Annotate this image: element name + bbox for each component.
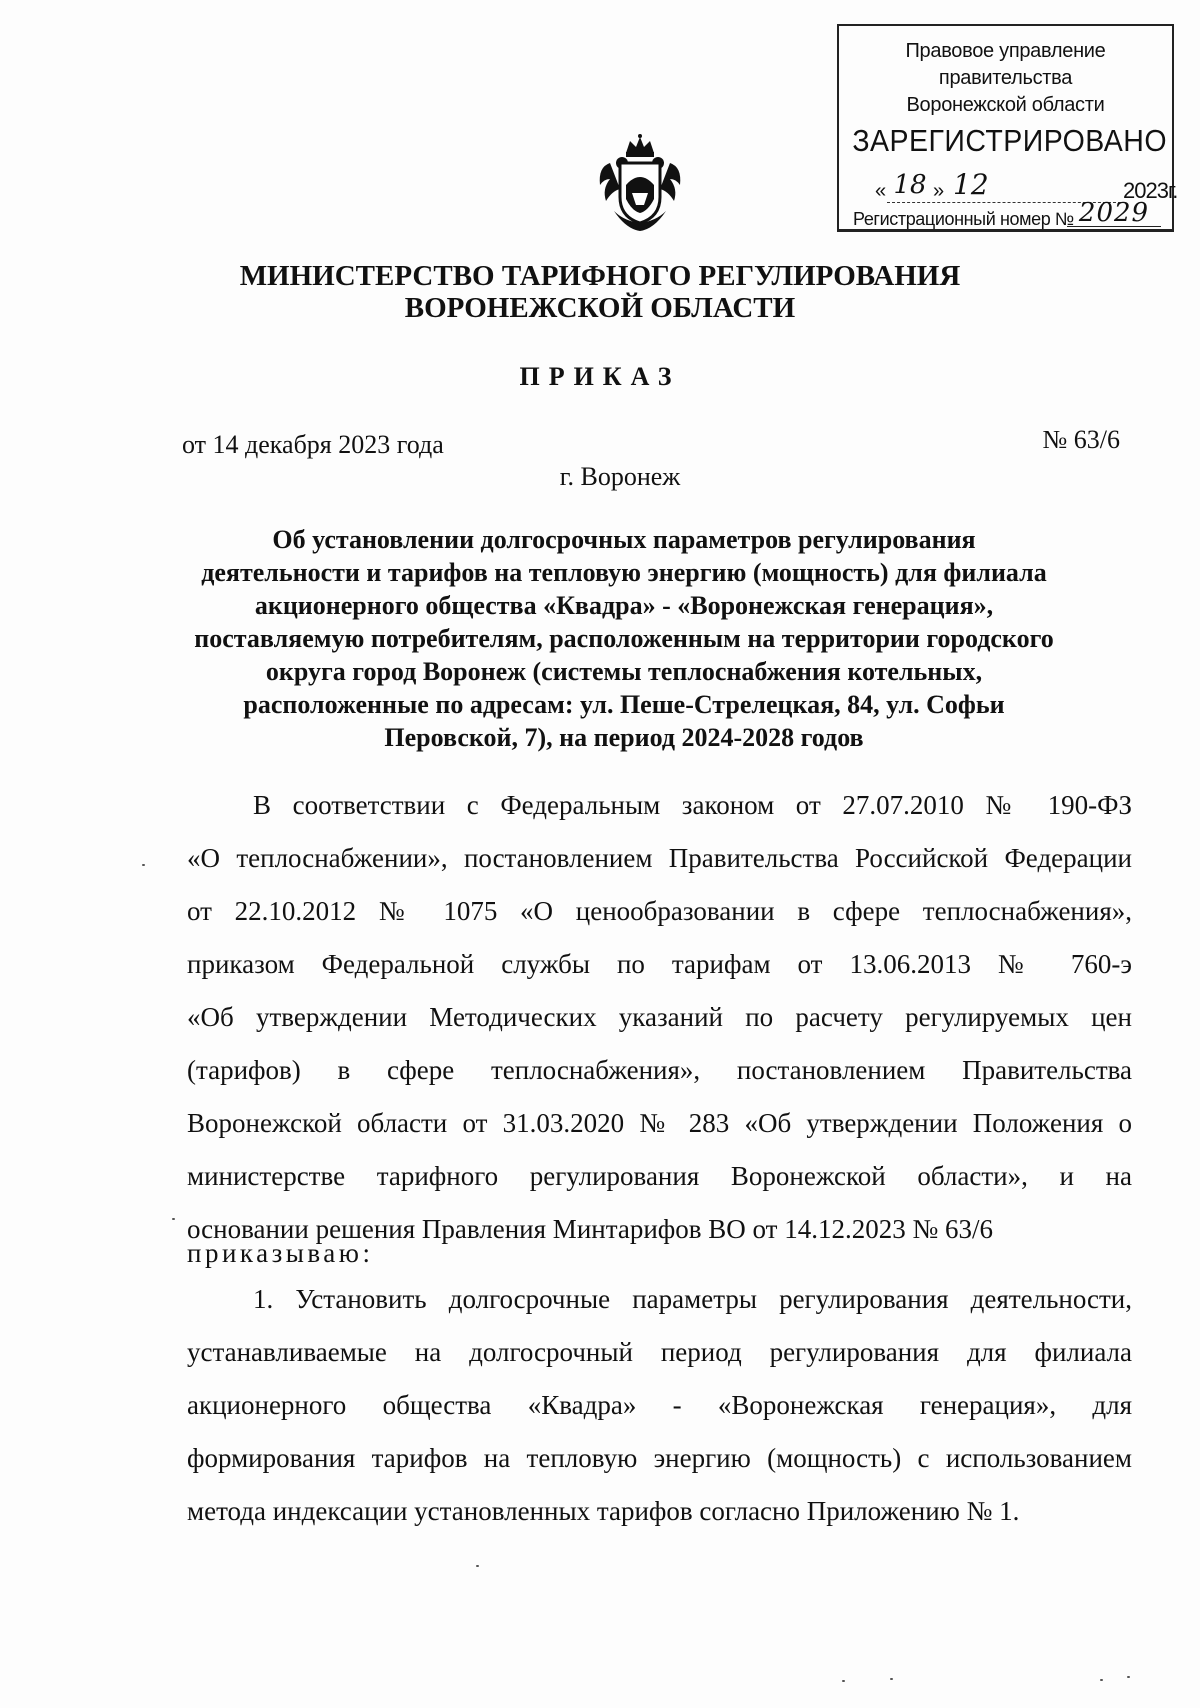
preamble-line: от 22.10.2012 № 1075 «О ценообразовании в сфере теплоснабжения», (187, 896, 1132, 926)
item-line: устанавливаемые на долгосрочный период регулирования для филиала (187, 1337, 1132, 1367)
preamble-line: «О теплоснабжении», постановлением Правительства Российской Федерации (187, 843, 1132, 873)
scan-speck (1127, 1676, 1130, 1678)
preamble-line: приказом Федеральной службы по тарифам от 13.06.2013 № 760-э (187, 949, 1132, 979)
scan-speck (890, 1678, 893, 1680)
stamp-date-day: 18 (893, 170, 927, 200)
coat-of-arms-icon (596, 133, 684, 233)
stamp-authority-line2: Воронежской области (906, 94, 1105, 116)
stamp-regno-label: Регистрационный номер № (853, 209, 1074, 229)
scan-speck (1100, 1679, 1103, 1681)
scan-speck (842, 1680, 845, 1682)
preamble-line: «Об утверждении Методических указаний по расчету регулируемых цен (187, 1002, 1132, 1032)
preamble-line: (тарифов) в сфере теплоснабжения», постановлением Правительства (187, 1055, 1132, 1085)
scan-speck (142, 864, 145, 866)
title-line: поставляемую потребителям, расположенным на территории городского (194, 624, 1054, 653)
document-type: ПРИКАЗ (519, 362, 681, 391)
item-line: формирования тарифов на тепловую энергию (мощность) с использованием (187, 1443, 1132, 1473)
title-line: расположенные по адресам: ул. Пеше-Стрелецкая, 84, ул. Софьи (243, 690, 1005, 719)
document-title (0, 523, 1200, 754)
item-line: метода индексации установленных тарифов согласно Приложению № 1. (187, 1496, 1020, 1526)
item-line: 1. Установить долгосрочные параметры регулирования деятельности, (253, 1284, 1132, 1314)
stamp-registered-label: ЗАРЕГИСТРИРОВАНО (852, 123, 1167, 158)
stamp-date-quote-close: » (933, 180, 945, 202)
item-line: акционерного общества «Квадра» - «Воронежская генерация», для (187, 1390, 1132, 1420)
stamp-authority-line1: Правовое управление правительства (905, 40, 1106, 89)
scan-speck (476, 1565, 479, 1567)
stamp-authority (839, 38, 1172, 119)
document-city: г. Воронеж (559, 462, 681, 491)
stamp-date-year: 2023г. (1123, 178, 1178, 203)
stamp-date-quote-open: « (875, 180, 887, 202)
stamp-date-month: 12 (953, 168, 989, 201)
document-date: от 14 декабря 2023 года (182, 430, 444, 459)
preamble-line: В соответствии с Федеральным законом от 27.07.2010 № 190-ФЗ (253, 790, 1132, 820)
title-line: деятельности и тарифов на тепловую энергию (мощность) для филиала (201, 558, 1047, 587)
preamble-line: основании решения Правления Минтарифов ВО от 14.12.2023 № 63/6 (187, 1214, 993, 1244)
ministry-name-line2: ВОРОНЕЖСКОЙ ОБЛАСТИ (404, 292, 796, 324)
order-word: приказываю: (187, 1238, 374, 1268)
preamble-line: министерстве тарифного регулирования Воронежской области», и на (187, 1161, 1132, 1191)
document-number: № 63/6 (1042, 425, 1120, 454)
ministry-name (0, 260, 1200, 324)
ministry-name-line1: МИНИСТЕРСТВО ТАРИФНОГО РЕГУЛИРОВАНИЯ (239, 260, 961, 292)
title-line: Об установлении долгосрочных параметров регулирования (272, 525, 976, 554)
title-line: Перовской, 7), на период 2024-2028 годов (384, 723, 864, 752)
scan-speck (172, 1218, 175, 1220)
preamble-line: Воронежской области от 31.03.2020 № 283 «Об утверждении Положения о (187, 1108, 1132, 1138)
title-line: акционерного общества «Квадра» - «Воронежская генерация», (254, 591, 994, 620)
stamp-regno-value: 2029 (1078, 198, 1150, 228)
title-line: округа город Воронеж (системы теплоснабжения котельных, (265, 657, 983, 686)
stamp-regno-underline (1067, 226, 1161, 227)
registration-stamp (837, 24, 1178, 232)
